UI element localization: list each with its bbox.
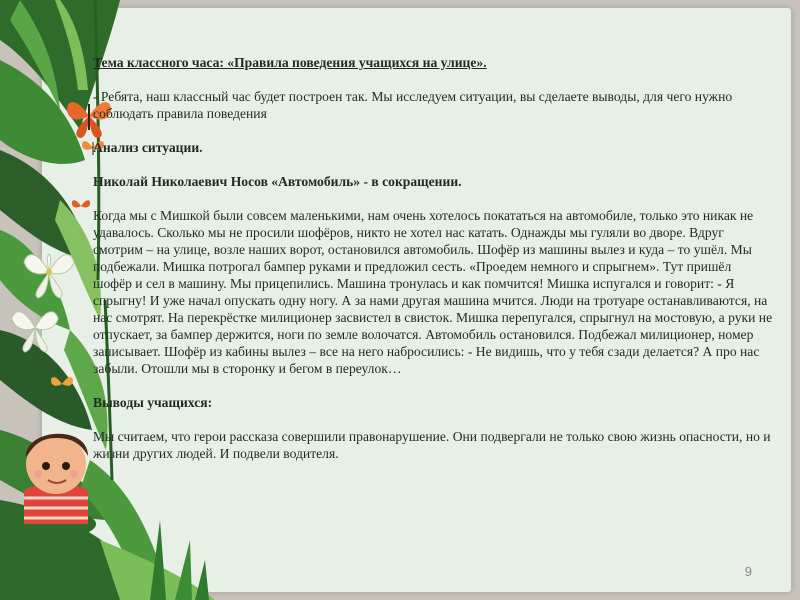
story-heading: Николай Николаевич Носов «Автомобиль» - в сокращении. <box>93 174 462 189</box>
conclusions-heading: Выводы учащихся: <box>93 395 213 410</box>
conclusions-paragraph: Мы считаем, что герои рассказа совершили правонарушение. Они подвергали не только свою жизнь опасности, но и жизни других людей. И подвели водителя. <box>93 429 771 461</box>
butterfly-icon <box>48 372 76 396</box>
slide-text-body <box>93 54 773 462</box>
analysis-heading: Анализ ситуации. <box>93 140 203 155</box>
story-paragraph: Когда мы с Мишкой были совсем маленькими, нам очень хотелось покататься на автомобиле, только это никак не удавалось. Сколько мы не просили шофёров, никто не хотел нас катать. Однажды мы гуляли во дворе. Вдруг смотрим – на улице, возле наших ворот, остановился автомобиль. Шофёр из машины вылез и куда – то ушёл. Мы подбежали. Мишка потрогал бампер руками и предложил сесть. «Проедем немного и спрыгнем». Тут пришёл шофёр и сел в машину. Мы прицепились. Машина тронулась и как помчится! Мишка испугался и говорит: - Я спрыгну! И уже начал опускать одну ногу. А за нами другая машина мчится. Люди на тротуаре останавливаются, на нас смотрят. На перекрёстке милиционер засвистел в свисток. Мишка перепугался, спрыгнул на мостовую, а руки не отпускает, за бампер держится, ноги по земле волочатся. Автомобиль остановился. Подбежал милиционер, номер записывает. Шофёр из кабины вылез – все на него набросились: - Не видишь, что у тебя сзади делается? А про нас забыли. Отошли мы в сторонку и бегом в переулок… <box>93 208 773 376</box>
intro-paragraph: - Ребята, наш классный час будет построен так. Мы исследуем ситуации, вы сделаете выводы, для чего нужно соблюдать правила поведения <box>93 89 733 121</box>
page-number: 9 <box>744 564 752 579</box>
slide-title: Тема классного часа: «Правила поведения учащихся на улице». <box>93 55 487 70</box>
lily-flower-icon <box>6 300 64 354</box>
butterfly-icon <box>70 196 92 216</box>
lily-flower-icon <box>18 242 80 300</box>
